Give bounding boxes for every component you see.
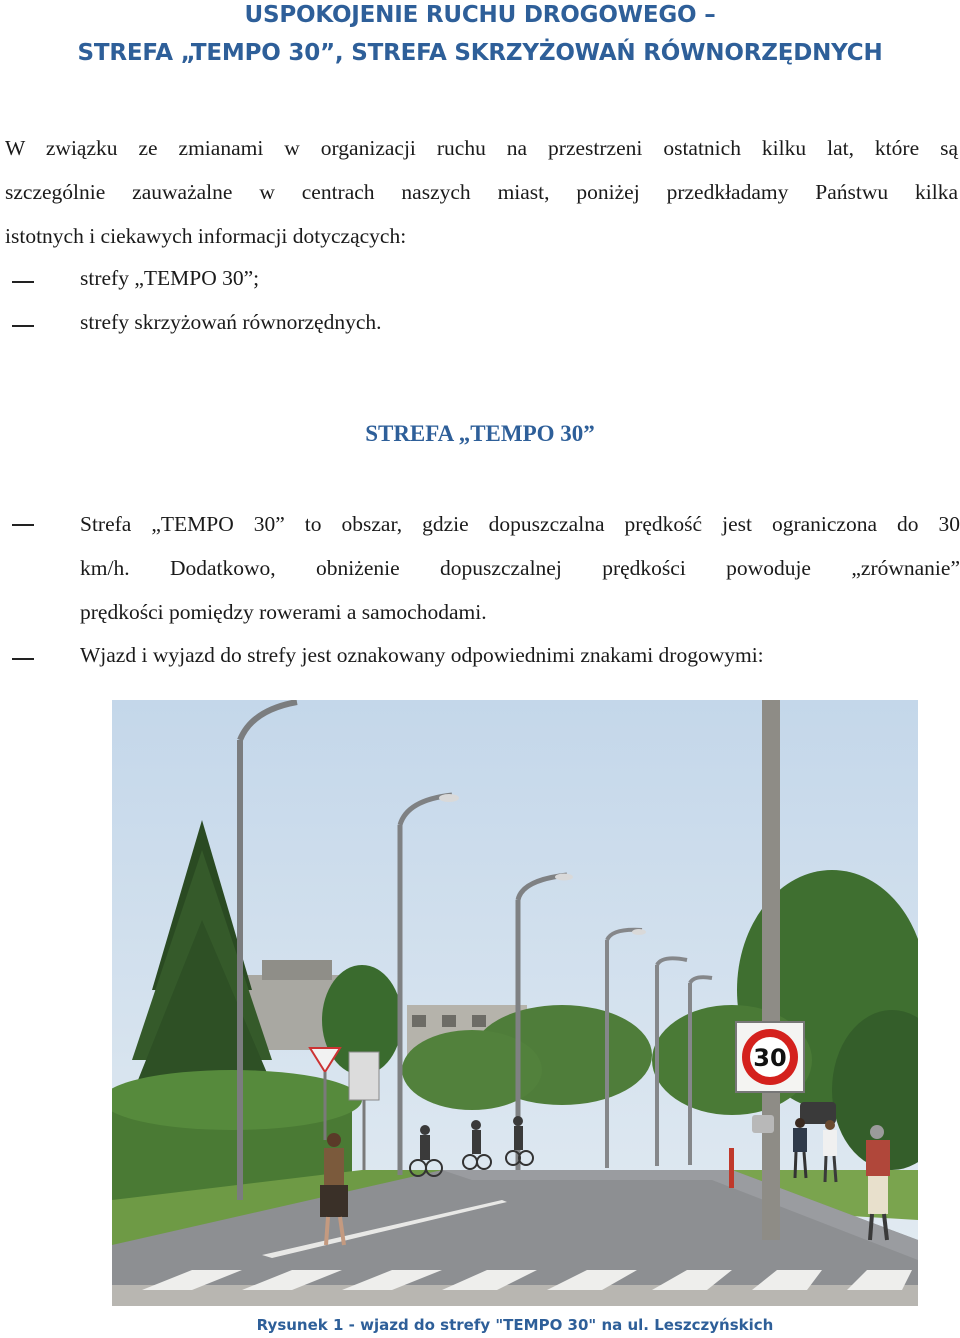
dash-bullet-icon: [12, 281, 34, 283]
dash-bullet-icon: [12, 524, 34, 526]
section-bullet-2: Wjazd i wyjazd do strefy jest oznakowany odpowiednimi znakami drogowymi:: [80, 643, 764, 667]
document-title-line-2: STREFA „TEMPO 30”, STREFA SKRZYŻOWAŃ RÓWNORZĘDNYCH: [77, 40, 883, 66]
section-bullet-1: [80, 502, 960, 634]
street-photo: [112, 700, 918, 1306]
intro-line-1: W związku ze zmianami w organizacji ruchu na przestrzeni ostatnich kilku lat, które są: [5, 136, 958, 160]
section-heading: STREFA „TEMPO 30”: [365, 421, 595, 446]
dash-bullet-icon: [12, 658, 34, 660]
intro-line-3: istotnych i ciekawych informacji dotyczących:: [5, 224, 407, 248]
speed-limit-value: 30: [753, 1044, 787, 1072]
section-bullet-1-line-2: km/h. Dodatkowo, obniżenie dopuszczalnej prędkości powoduje „zrównanie”: [80, 556, 960, 580]
intro-paragraph: [5, 126, 958, 258]
figure-caption: Rysunek 1 - wjazd do strefy "TEMPO 30" na ul. Leszczyńskich: [256, 1316, 774, 1334]
document-title-line-1: USPOKOJENIE RUCHU DROGOWEGO –: [244, 2, 716, 28]
section-bullet-1-line-1: Strefa „TEMPO 30” to obszar, gdzie dopuszczalna prędkość jest ograniczona do 30: [80, 512, 960, 536]
intro-bullet-2: strefy skrzyżowań równorzędnych.: [80, 310, 382, 334]
intro-line-2: szczególnie zauważalne w centrach naszych miast, poniżej przedkładamy Państwu kilka: [5, 180, 958, 204]
dash-bullet-icon: [12, 325, 34, 327]
section-bullet-1-line-3: prędkości pomiędzy rowerami a samochodami.: [80, 600, 487, 624]
intro-bullet-1: strefy „TEMPO 30”;: [80, 266, 260, 290]
